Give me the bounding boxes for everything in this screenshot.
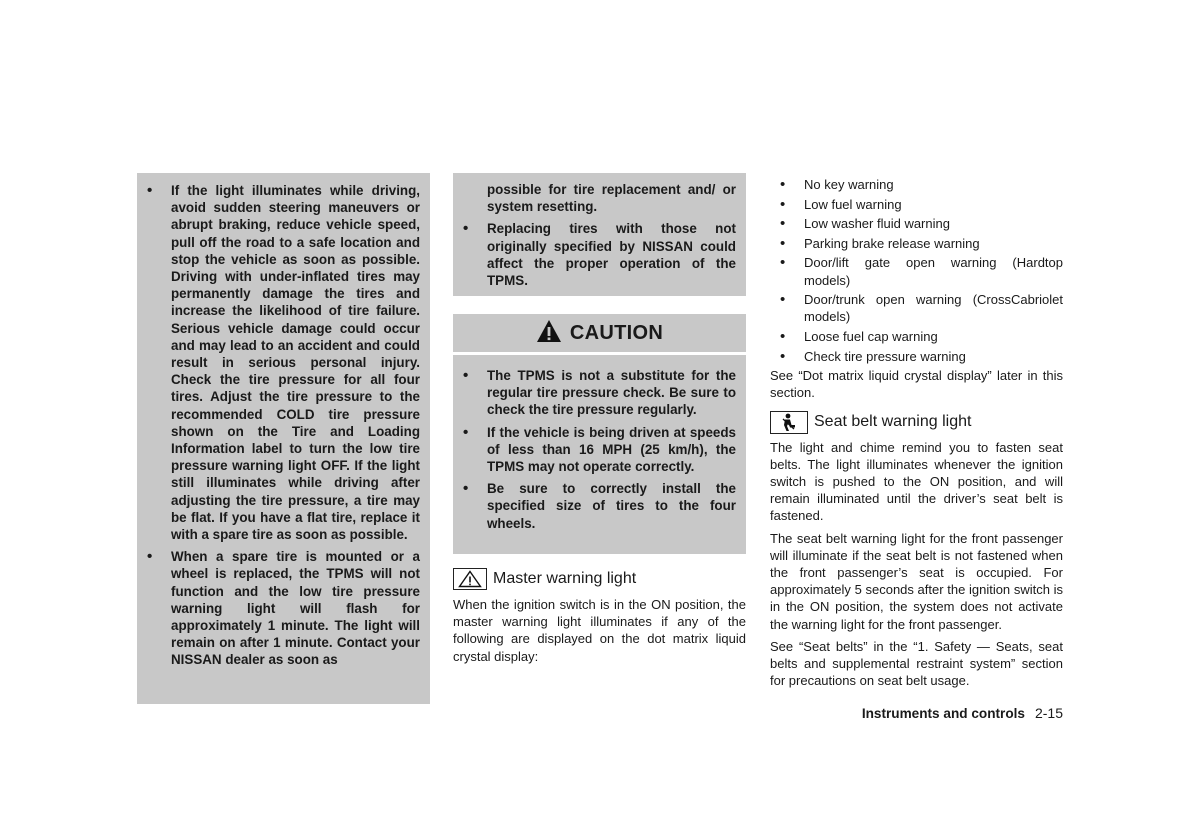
- list-item: • Door/trunk open warning (CrossCabriolet models): [770, 291, 1063, 325]
- list-item: • Check tire pressure warning: [770, 348, 1063, 365]
- tpms-warning-box-continued: [453, 173, 746, 296]
- warning-list: [770, 176, 1063, 365]
- master-warning-section: [453, 568, 746, 670]
- list-item: • Low washer fluid warning: [770, 215, 1063, 232]
- tpms-warning-box: [137, 173, 430, 704]
- caution-header: [453, 314, 746, 355]
- paragraph: The seat belt warning light for the front passenger will illuminate if the seat belt is not fastened when the front passenger’s seat is occupied. For approximately 5 seconds after the ignition switch is in the ON position, the system does not activate the warning light for the front passenger.: [770, 530, 1063, 632]
- list-item: • The TPMS is not a substitute for the regular tire pressure check. Be sure to check the tire pressure regularly.: [453, 367, 736, 419]
- seatbelt-icon: [770, 411, 808, 434]
- tpms-bullet-list: [137, 182, 420, 669]
- list-item: • Be sure to correctly install the specified size of tires to the four wheels.: [453, 480, 736, 532]
- paragraph: The light and chime remind you to fasten seat belts. The light illuminates whenever the ignition switch is pushed to the ON position, and will remain illuminated until the driver’s seat belt is fastened.: [770, 439, 1063, 524]
- tpms-bullet-list-2: [453, 220, 736, 289]
- page-footer: [770, 705, 1063, 721]
- caution-label: CAUTION: [569, 321, 664, 344]
- list-item: • Replacing tires with those not originally specified by NISSAN could affect the proper operation of the TPMS.: [453, 220, 736, 289]
- warning-triangle-icon: [453, 568, 487, 590]
- warning-triangle-icon: [536, 319, 562, 348]
- section-heading: [770, 411, 1063, 434]
- paragraph: See “Dot matrix liquid crystal display” later in this section.: [770, 368, 1063, 401]
- section-heading: [453, 568, 746, 590]
- list-item: • No key warning: [770, 176, 1063, 193]
- caution-bullet-list: [453, 367, 736, 532]
- caution-box: [453, 314, 746, 554]
- paragraph: See “Seat belts” in the “1. Safety — Seats, seat belts and supplemental restraint system” section for precautions on seat belt usage.: [770, 638, 1063, 689]
- page-number: 2-15: [1034, 705, 1063, 721]
- list-item: • Low fuel warning: [770, 196, 1063, 213]
- list-item: • Door/lift gate open warning (Hardtop models): [770, 254, 1063, 288]
- section-title: Master warning light: [493, 570, 637, 587]
- list-item: • If the light illuminates while driving, avoid sudden steering maneuvers or abrupt braking, reduce vehicle speed, pull off the road to a safe location and stop the vehicle as soon as possible. Driving with under-inflated tires may permanently damage the tires and increase the likelihood of tire failure. Serious vehicle damage could occur and may lead to an accident and could result in serious personal injury. Check the tire pressure for all four tires. Adjust the tire pressure to the recommended COLD tire pressure shown on the Tire and Loading Information label to turn the low tire pressure warning light OFF. If the light still illuminates while driving after adjusting the tire pressure, a tire may be flat. If you have a flat tire, replace it with a spare tire as soon as possible.: [137, 182, 420, 543]
- list-item: • If the vehicle is being driven at speeds of less than 16 MPH (25 km/h), the TPMS may not operate correctly.: [453, 424, 736, 476]
- list-item: • Loose fuel cap warning: [770, 328, 1063, 345]
- footer-section-title: Instruments and controls: [861, 706, 1025, 721]
- list-item: • When a spare tire is mounted or a wheel is replaced, the TPMS will not function and the low tire pressure warning light will flash for approximately 1 minute. The light will remain on after 1 minute. Contact your NISSAN dealer as soon as: [137, 548, 420, 668]
- list-item: • Parking brake release warning: [770, 235, 1063, 252]
- continued-text: possible for tire replacement and/ or system resetting.: [487, 182, 736, 215]
- right-column: [770, 176, 1063, 694]
- section-title: Seat belt warning light: [814, 413, 972, 431]
- paragraph: When the ignition switch is in the ON position, the master warning light illuminates if any of the following are displayed on the dot matrix liquid crystal display:: [453, 597, 746, 664]
